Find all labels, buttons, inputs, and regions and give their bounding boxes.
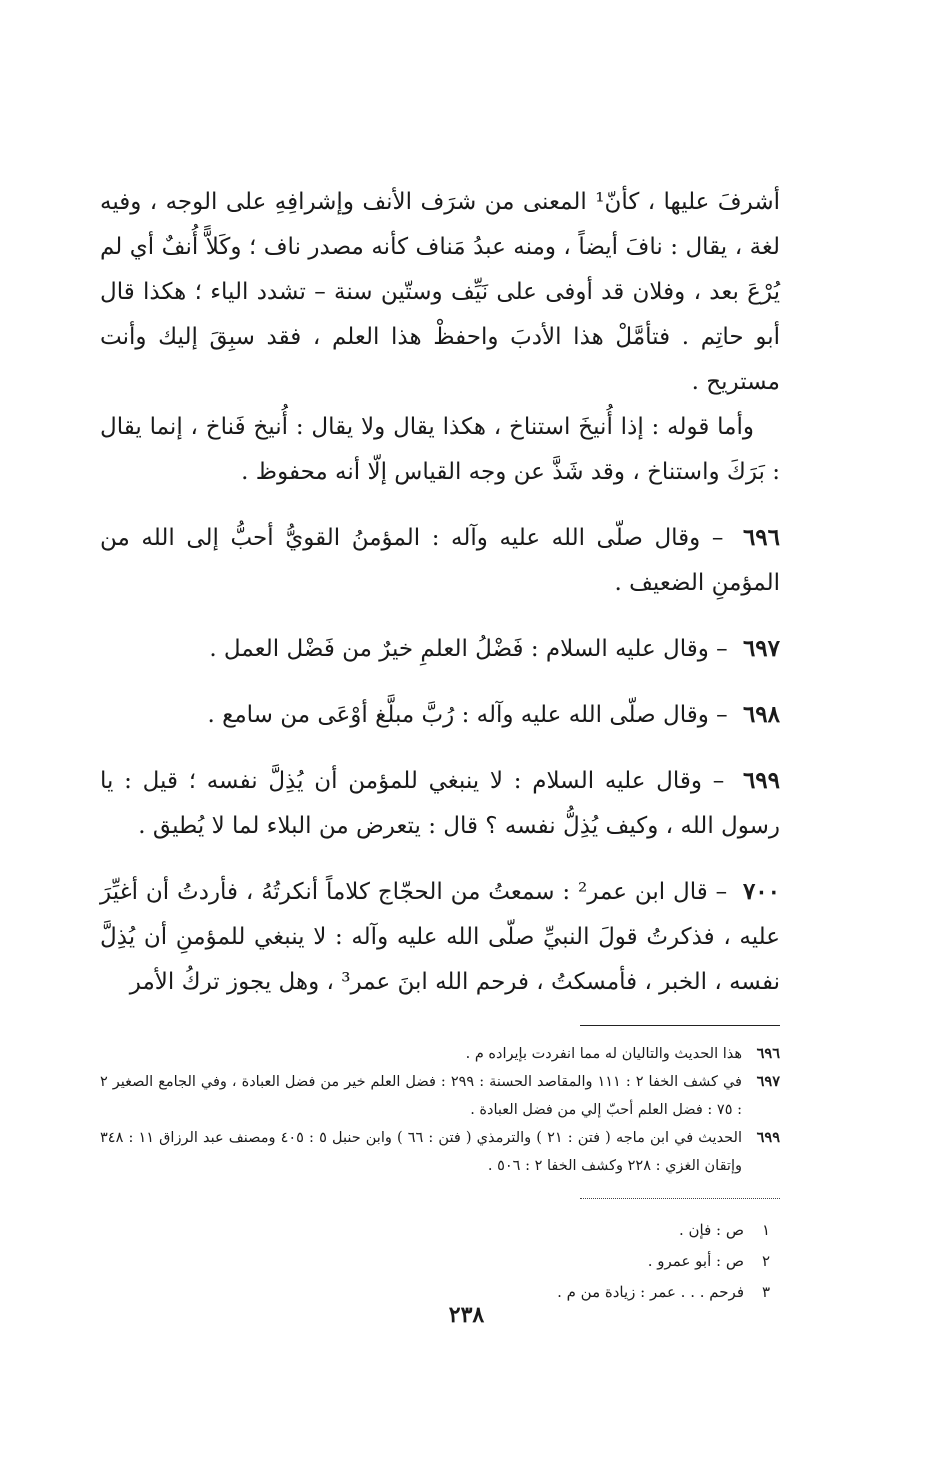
footnote-text: الحديث في ابن ماجه ( فتن : ٢١ ) والترمذي ( فتن : ٦٦ ) وابن حنبل ٥ : ٤٠٥ ومصنف عبد الرزاق ١١ : ٣٤٨ وإتقان الغزي : ٢٢٨ وكشف الخفا ٢ : ٥٠٦ . — [100, 1130, 742, 1174]
hadith-699 — [100, 758, 780, 849]
intro-paragraph — [100, 180, 780, 405]
footnote-number: ٦٩٧ — [756, 1073, 780, 1090]
footnote-item — [100, 1040, 780, 1068]
intro-line: بعد ، وفلان قد أوفى على نَيِّف وستّين سنة – تشدد الياء ؛ هكذا قال أبو — [100, 279, 780, 350]
textual-note — [100, 1215, 780, 1246]
hadith-number: ٦٩٩ — [742, 767, 780, 794]
footnote-item — [100, 1124, 780, 1180]
footnote-item — [100, 1068, 780, 1124]
hadith-number: ٧٠٠ — [742, 878, 780, 905]
hadith-number: ٦٩٧ — [742, 635, 780, 662]
textual-note-text: ص : أبو عمرو . — [647, 1252, 744, 1270]
hadith-text: – وقال صلّى الله عليه وآله : المؤمنُ القويُّ أحبُّ إلى الله من المؤمنِ الضعيف . — [100, 525, 780, 596]
page-number: ٢٣٨ — [448, 1302, 485, 1328]
textual-note-number: ٢ — [761, 1252, 770, 1270]
hadith-697 — [100, 626, 780, 672]
textual-note-text: فرحم . . . عمر : زيادة من م . — [557, 1283, 744, 1301]
intro-line: حاتِم . فتأمَّلْ هذا الأدبَ واحفظْ هذا العلم ، فقد سبِقَ إليك وأنت مستريح . — [100, 324, 780, 395]
hadith-700 — [100, 869, 780, 1005]
page-body — [100, 180, 780, 1308]
hadith-text: – قال ابن عمر² : سمعتُ من الحجّاج كلاماً أنكرتُهُ ، فأردتُ أن أغيِّرَ عليه ، فذكرتُ قولَ النبيِّ صلّى الله عليه وآله : لا ينبغي للمؤمنِ أن يُذِلَّ نفسه ، الخبر ، فأمسكتُ ، فرحم الله ابنَ عمر³ ، وهل يجوز تركُ الأمر — [100, 879, 780, 995]
textual-note — [100, 1246, 780, 1277]
textual-note-text: ص : فإن . — [678, 1221, 744, 1239]
footnote-divider — [580, 1025, 780, 1026]
textual-note-number: ٣ — [761, 1283, 770, 1301]
textual-notes-divider — [580, 1198, 780, 1199]
footnote-number: ٦٩٦ — [756, 1045, 780, 1062]
continuation-line: وأما قوله : إذا أُنيخَ استناخ ، هكذا يقال ولا يقال : أُنيخ فَناخ ، إنما — [149, 414, 755, 440]
hadith-text: – وقال عليه السلام : فَضْلُ العلمِ خيرٌ من فَضْل العمل . — [209, 636, 728, 662]
hadith-number: ٦٩٨ — [742, 701, 780, 728]
footnote-text: في كشف الخفا ٢ : ١١١ والمقاصد الحسنة : ٢٩٩ : فضل العلم خير من فضل العبادة ، وفي الجامع الصغير ٢ : ٧٥ : فضل العلم أحبّ إلي من فضل العبادة . — [100, 1074, 742, 1118]
intro-line: يقال : نافَ أيضاً ، ومنه عبدُ مَناف كأنه مصدر ناف ؛ وكَلاًّ أُنفٌ أي لم يُرْعَ — [100, 234, 780, 305]
footnote-text: هذا الحديث والتاليان له مما انفردت بإيراده م . — [465, 1046, 742, 1062]
footnote-number: ٦٩٩ — [756, 1129, 780, 1146]
intro-line: أشرفَ عليها ، كأنّ¹ المعنى من شرَف الأنف وإشرافِهِ على الوجه ، وفيه لغة ، — [100, 189, 781, 260]
hadith-number: ٦٩٦ — [742, 524, 780, 551]
hadith-text: – وقال صلّى الله عليه وآله : رُبَّ مبلَّغ أوْعَى من سامع . — [207, 702, 728, 728]
hadith-696 — [100, 515, 780, 606]
textual-note-number: ١ — [761, 1221, 770, 1239]
continuation-line: يقال : بَرَكَ واستناخ ، وقد شَذَّ عن وجه القياس إلّا أنه محفوظ . — [100, 414, 780, 485]
continuation-paragraph — [100, 405, 780, 495]
hadith-698 — [100, 692, 780, 738]
hadith-text: – وقال عليه السلام : لا ينبغي للمؤمن أن يُذِلَّ نفسه ؛ قيل : يا رسول الله ، وكيف يُذِلُّ نفسه ؟ قال : يتعرض من البلاء لما لا يُطيق . — [100, 768, 780, 839]
